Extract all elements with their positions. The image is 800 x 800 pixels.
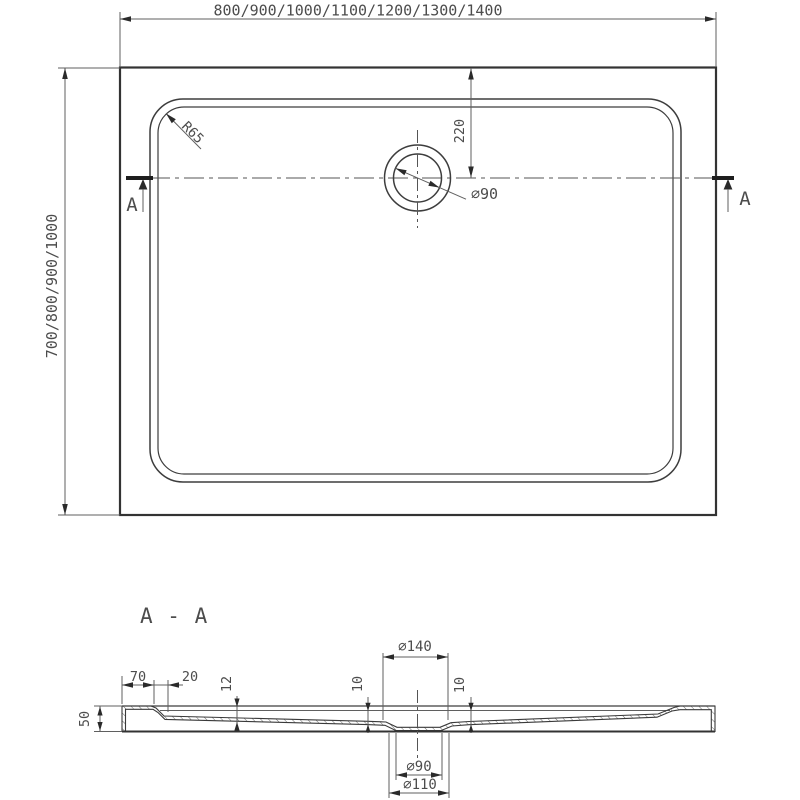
drain-offset-arrow-top xyxy=(468,69,474,80)
section-label-left: A xyxy=(126,194,138,216)
corner-radius-label: R65 xyxy=(178,118,207,148)
drain-dia-arrow-2 xyxy=(428,181,439,188)
rim-arrow-3 xyxy=(168,682,179,688)
width-dimension-label: 800/900/1000/1100/1200/1300/1400 xyxy=(213,1,503,20)
rim-width-label: 70 xyxy=(129,669,147,685)
floor-drop-arrow-bottom xyxy=(234,722,239,731)
hole-diameter-label: ⌀90 xyxy=(406,759,432,775)
recess-dia-arrow-right xyxy=(437,654,448,660)
recess-diameter-label: ⌀140 xyxy=(398,639,432,655)
floor-drop-label: 12 xyxy=(219,675,235,693)
drain-dia-arrow-1 xyxy=(396,168,407,175)
cut-arrow-left xyxy=(139,179,148,190)
flange-arrow-left xyxy=(389,790,400,796)
drain-offset-arrow-bottom xyxy=(468,167,474,178)
drain-diameter-label: ⌀90 xyxy=(471,185,499,203)
depth-arrow-bottom xyxy=(62,504,68,515)
recess-dia-arrow-left xyxy=(383,654,394,660)
drain-offset-label: 220 xyxy=(452,118,468,144)
section-shell xyxy=(122,706,715,732)
rim-step-label: 20 xyxy=(181,669,199,685)
height-arrow-bottom xyxy=(97,722,102,731)
height-label: 50 xyxy=(77,710,93,728)
recess-left-label: 10 xyxy=(350,675,366,693)
section-title: A - A xyxy=(140,604,209,628)
flange-diameter-label: ⌀110 xyxy=(403,777,437,793)
recess-left-arrow-top xyxy=(365,703,370,711)
plan-view xyxy=(43,2,751,516)
depth-dimension-label: 700/800/900/1000 xyxy=(43,213,61,359)
basin-outer-contour xyxy=(150,99,681,482)
recess-left-arrow-bottom xyxy=(365,725,370,733)
width-arrow-left xyxy=(120,16,131,22)
flange-arrow-right xyxy=(438,790,449,796)
width-arrow-right xyxy=(705,16,716,22)
depth-arrow-top xyxy=(62,68,68,79)
cut-arrow-right xyxy=(724,179,733,190)
basin-inner-contour xyxy=(158,107,673,474)
height-arrow-top xyxy=(97,707,102,716)
recess-right-arrow-bottom xyxy=(468,725,473,733)
recess-right-label: 10 xyxy=(452,676,468,694)
section-view xyxy=(77,604,715,798)
section-label-right: A xyxy=(739,188,751,210)
recess-right-arrow-top xyxy=(468,703,473,711)
